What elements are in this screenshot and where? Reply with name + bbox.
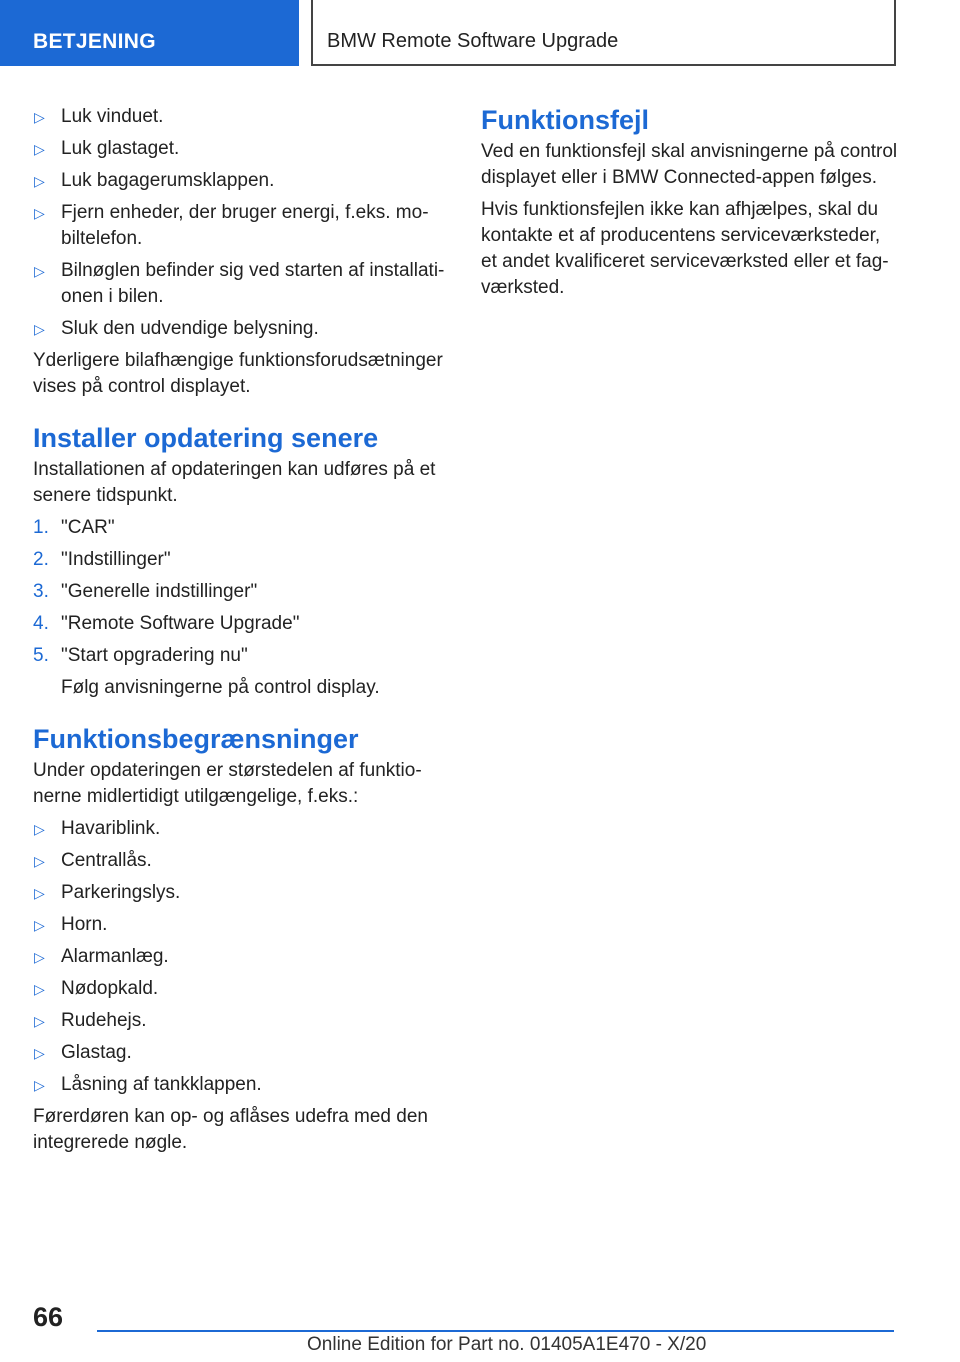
page-number: 66: [33, 1302, 64, 1332]
chapter-title: BETJENING: [33, 30, 156, 53]
footer-divider: [97, 1330, 894, 1332]
step-number: 5.: [33, 645, 49, 666]
list-item: ▷ Glastag.: [33, 1040, 451, 1066]
list-item: ▷ Sluk den udvendige belysning.: [33, 316, 451, 342]
step-number: 4.: [33, 613, 49, 634]
bullet-icon: ▷: [34, 853, 45, 869]
bullet-icon: ▷: [34, 109, 45, 125]
malfunction-text-2: Hvis funktionsfejlen ikke kan afhjælpes, skal du kontakte et af producentens serviceværksteder, et andet kvalificeret serviceværksted eller et fagværksted.: [481, 199, 889, 298]
section-heading-limitations: Funktionsbegrænsninger: [33, 724, 359, 754]
list-item: ▷ Centrallås.: [33, 848, 451, 874]
bullet-icon: ▷: [34, 173, 45, 189]
bullet-icon: ▷: [34, 141, 45, 157]
limitations-after-text: Førerdøren kan op- og aflåses udefra med den integrerede nøgle.: [33, 1106, 428, 1153]
intro-after-text: Yderligere bilafhængige funktionsforudsætninger vises på control displayet.: [33, 350, 443, 397]
bullet-icon: ▷: [34, 917, 45, 933]
section-text: Under opdateringen er størstedelen af funktionerne midlertidigt utilgængelige, f.eks.:: [33, 760, 422, 807]
list-item: ▷ Luk bagagerumsklappen.: [33, 168, 451, 194]
bullet-icon: ▷: [34, 263, 45, 279]
step-item: 4. "Remote Software Upgrade": [33, 611, 451, 637]
list-item: ▷ Parkeringslys.: [33, 880, 451, 906]
limitations-list: [33, 816, 451, 1098]
section-heading-malfunction: Funktionsfejl: [481, 105, 649, 135]
bullet-icon: ▷: [34, 321, 45, 337]
section-heading-install-later: Installer opdatering senere: [33, 423, 379, 453]
bullet-icon: ▷: [34, 885, 45, 901]
step-item: 3. "Generelle indstillinger": [33, 579, 451, 605]
list-item: ▷ Bilnøglen befinder sig ved starten af installationen i bilen.: [33, 258, 451, 310]
bullet-icon: ▷: [34, 821, 45, 837]
list-item: ▷ Horn.: [33, 912, 451, 938]
step-number: 1.: [33, 517, 49, 538]
step-item: 5. "Start opgradering nu": [33, 643, 451, 669]
bullet-icon: ▷: [34, 949, 45, 965]
bullet-icon: ▷: [34, 1045, 45, 1061]
page-header: [0, 0, 960, 66]
topic-title: BMW Remote Software Upgrade: [327, 30, 619, 52]
step-item: 2. "Indstillinger": [33, 547, 451, 573]
step-item: 1. "CAR": [33, 515, 451, 541]
bullet-icon: ▷: [34, 1077, 45, 1093]
footer-edition: Online Edition for Part no. 01405A1E470 - X/20: [307, 1334, 707, 1355]
list-item: ▷ Luk vinduet.: [33, 104, 451, 130]
bullet-icon: ▷: [34, 981, 45, 997]
step-number: 3.: [33, 581, 49, 602]
list-item: ▷ Alarmanlæg.: [33, 944, 451, 970]
list-item: ▷ Havariblink.: [33, 816, 451, 842]
left-column: [33, 104, 451, 1162]
chapter-tab: [0, 0, 299, 66]
right-column: [481, 104, 899, 307]
list-item: ▷ Rudehejs.: [33, 1008, 451, 1034]
intro-bullet-list: [33, 104, 451, 342]
topic-box: [311, 0, 896, 66]
list-item: ▷ Luk glastaget.: [33, 136, 451, 162]
malfunction-text-1: Ved en funktionsfejl skal anvisningerne på control displayet eller i BMW Connected-appen følges.: [481, 141, 898, 188]
bullet-icon: ▷: [34, 1013, 45, 1029]
bullet-icon: ▷: [34, 205, 45, 221]
list-item: ▷ Fjern enheder, der bruger energi, f.eks. mobiltelefon.: [33, 200, 451, 252]
steps-list: [33, 515, 451, 669]
step-number: 2.: [33, 549, 49, 570]
list-item: ▷ Låsning af tankklappen.: [33, 1072, 451, 1098]
step-note: Følg anvisningerne på control display.: [61, 677, 380, 698]
section-text: Installationen af opdateringen kan udføres på et senere tidspunkt.: [33, 459, 436, 506]
list-item: ▷ Nødopkald.: [33, 976, 451, 1002]
